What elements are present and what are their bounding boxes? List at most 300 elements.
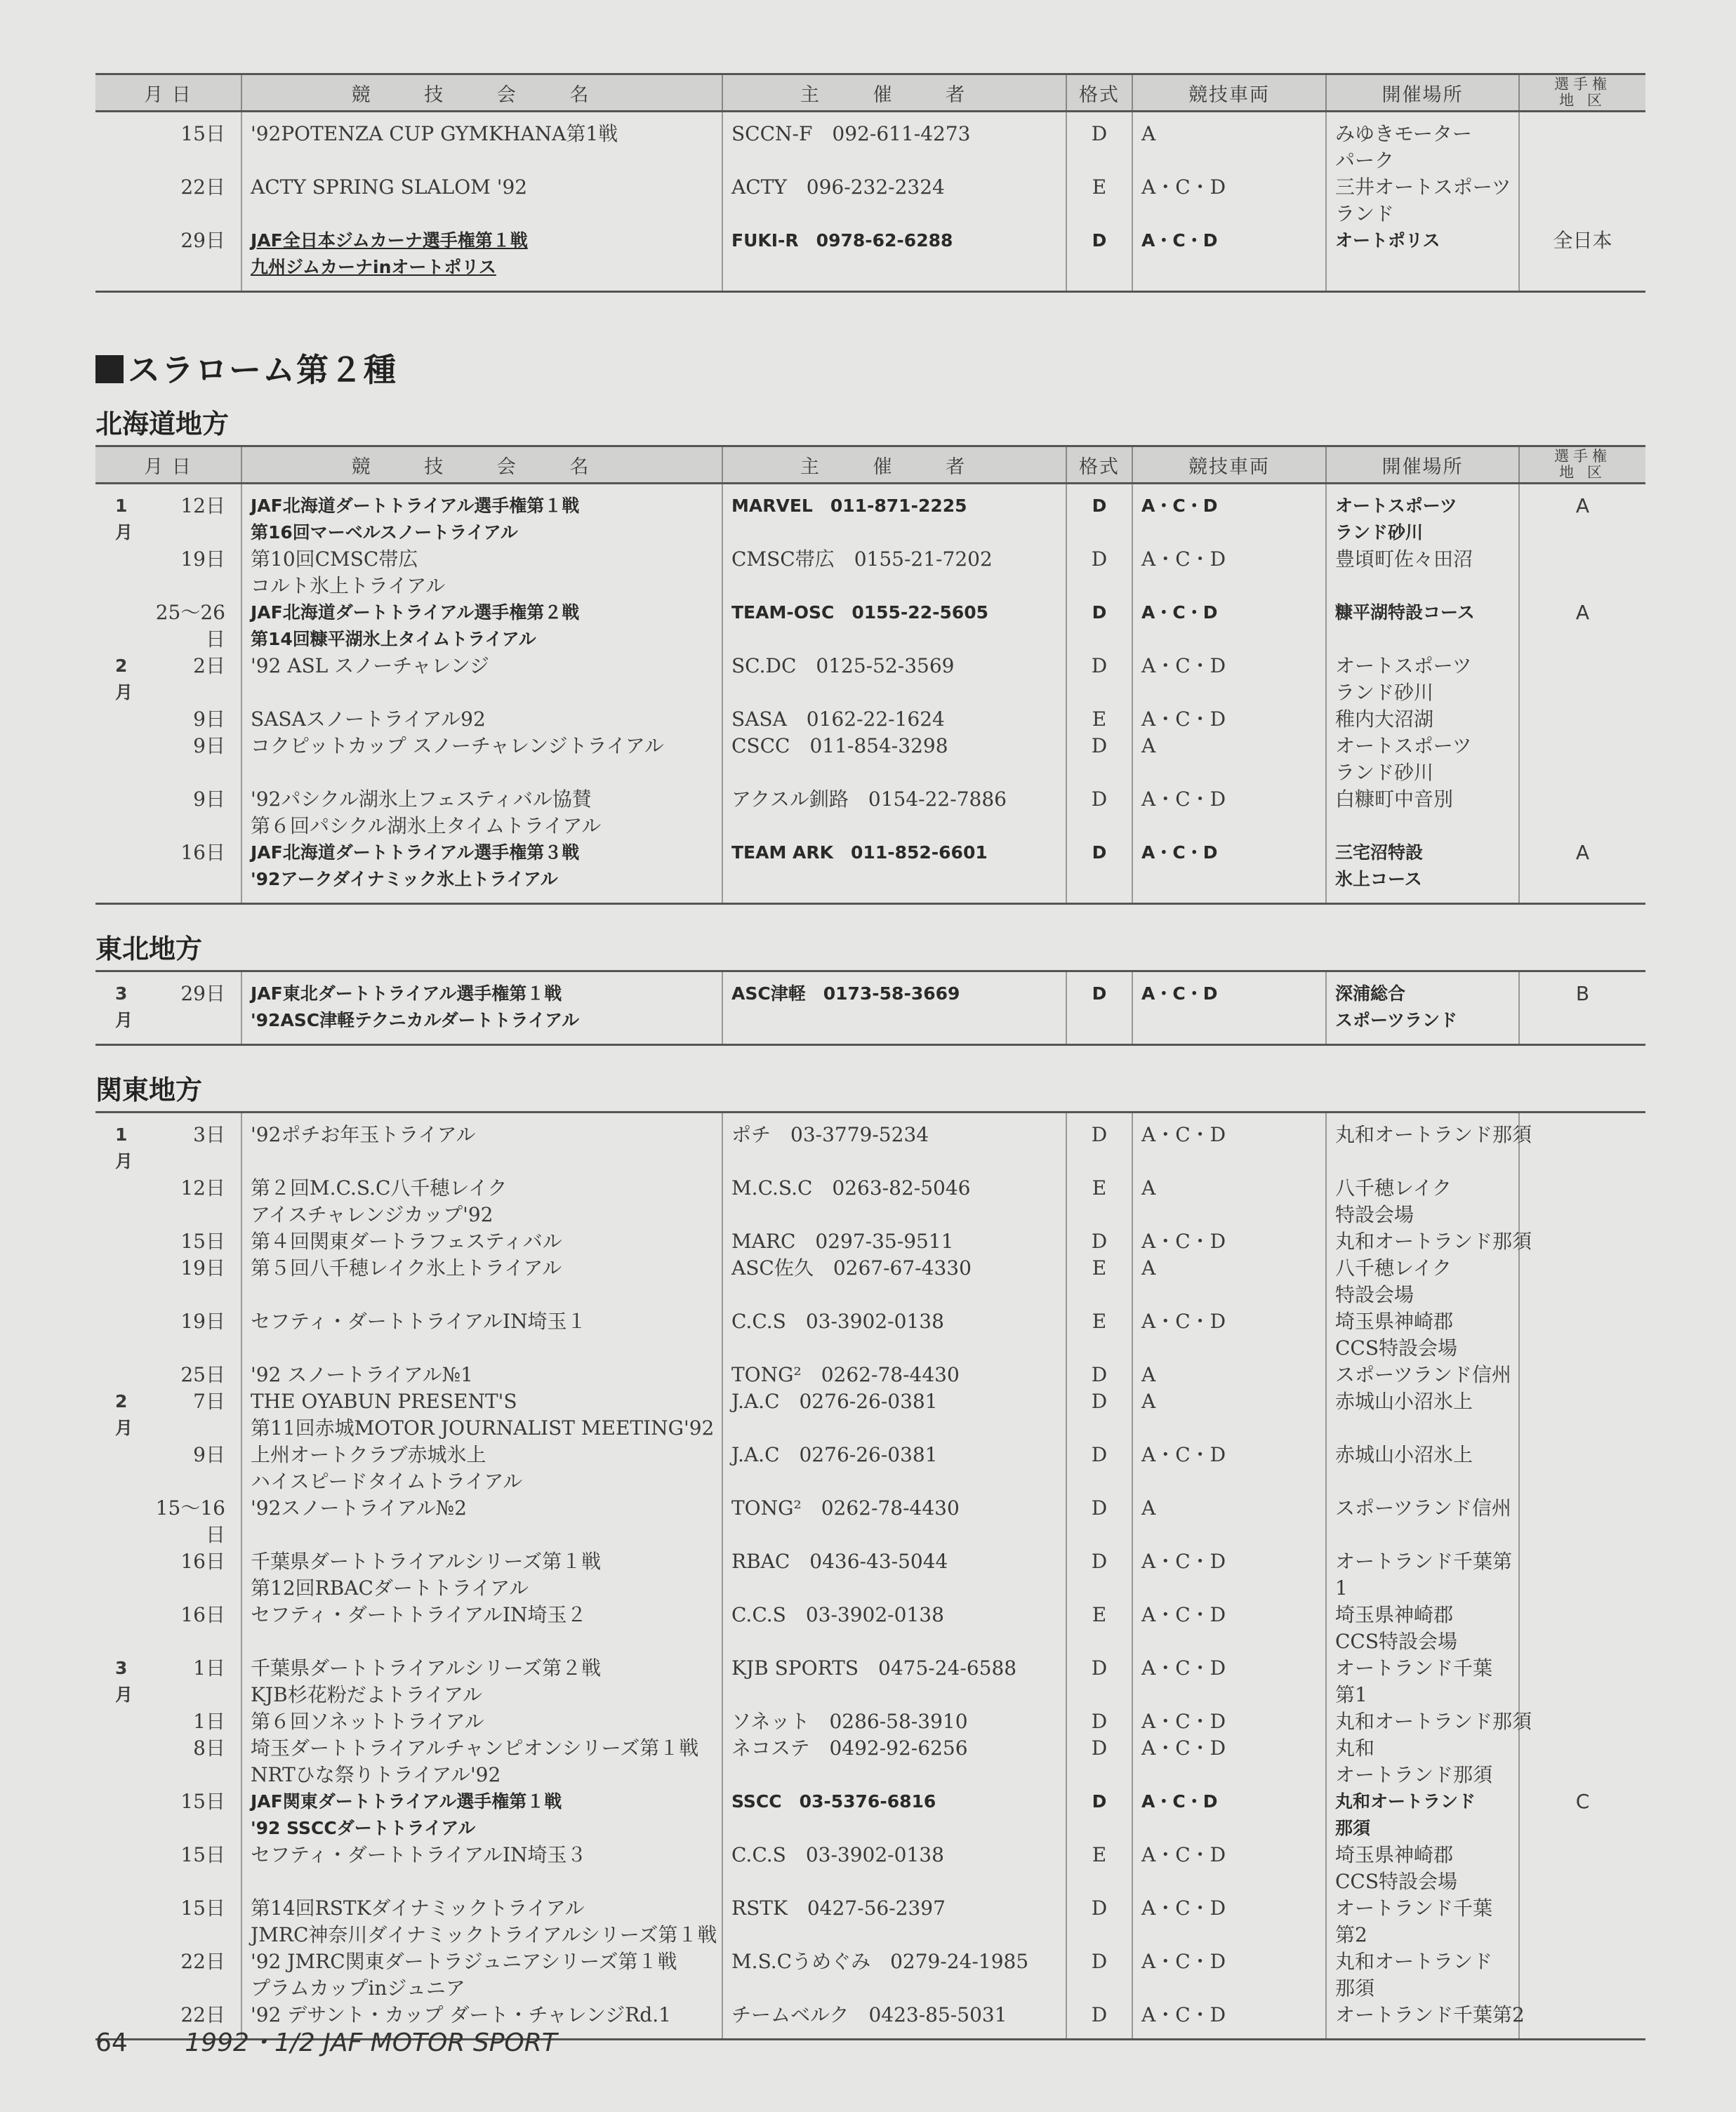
format-cell: D [1066,1495,1132,1548]
venue-cell [1326,971,1519,1045]
venue-cell [1326,1708,1532,1735]
header-region-line2: 地 区 [1559,464,1606,481]
cell-line: スポーツランド信州 [1335,1496,1511,1520]
cars-cell: A・C・D [1132,1735,1326,1788]
tohoku-table [95,970,1645,1046]
organizer-cell: M.C.S.C 0263-82-5046 [722,1175,1066,1228]
region-cell [1519,1655,1645,1708]
cars-cell: A・C・D [1132,653,1326,706]
event-name-cell [241,1308,722,1362]
venue-cell [1326,1842,1519,1895]
cell-line: スポーツランド [1335,1010,1458,1030]
region-cell [1519,733,1645,786]
organizer-cell: RSTK 0427-56-2397 [722,1895,1066,1948]
format-cell: D [1066,2002,1132,2040]
format-cell: D [1066,546,1132,599]
organizer-cell: C.C.S 03-3902-0138 [722,1308,1066,1362]
square-bullet-icon [95,355,124,383]
day-cell: 15日 [180,1790,225,1813]
cell-line: ランド砂川 [1335,522,1424,543]
venue-cell [1326,1175,1519,1228]
venue-cell [1326,1113,1532,1176]
organizer-cell: C.C.S 03-3902-0138 [722,1842,1066,1895]
table-row [95,1442,1645,1495]
day-cell: 7日 [193,1390,225,1413]
region-cell [1519,174,1645,227]
cars-cell: A・C・D [1132,599,1326,653]
region-cell [1519,1602,1645,1655]
day-cell: 9日 [193,708,225,731]
organizer-cell: MARVEL 011-871-2225 [722,484,1066,547]
header-format: 格式 [1066,74,1132,112]
cell-line: 氷上コース [1335,869,1422,889]
venue-cell [1326,112,1519,175]
format-cell: D [1066,1948,1132,2002]
event-name-cell [241,1255,722,1308]
month-cell: 3月 [115,1658,133,1705]
cell-line: 第11回赤城MOTOR JOURNALIST MEETING'92 [251,1416,715,1440]
format-cell: D [1066,786,1132,839]
region-cell [1519,1388,1645,1442]
cars-cell: A・C・D [1132,2002,1326,2040]
cell-line: 丸和オートランド那須 [1335,1710,1532,1733]
top-schedule-table [95,73,1645,293]
cell-line: JAF全日本ジムカーナ選手権第１戦 [251,230,528,251]
cell-line: CCS特設会場 [1335,1336,1458,1360]
format-cell: D [1066,653,1132,706]
table-row [95,227,1645,292]
organizer-cell: TONG² 0262-78-4430 [722,1362,1066,1388]
venue-cell [1326,706,1519,733]
format-cell: D [1066,971,1132,1045]
cell-line: SASAスノートライアル92 [251,708,486,731]
cell-line: '92 JMRC関東ダートラジュニアシリーズ第１戦 [251,1950,677,1973]
month-cell [95,1948,143,2002]
table-row [95,112,1645,175]
header-region-line1: 選手権 [1554,448,1611,465]
cell-line: CCS特設会場 [1335,1630,1458,1653]
table-row [95,1228,1645,1255]
month-cell: 2月 [115,1391,133,1438]
cell-line: 第14回RSTKダイナミックトライアル [251,1897,585,1920]
event-name-cell [241,733,722,786]
cell-line: オートスポーツ [1335,734,1472,757]
cell-line: JMRC神奈川ダイナミックトライアルシリーズ第１戦 [251,1923,717,1946]
event-name-cell [241,1175,722,1228]
cell-line: ランド砂川 [1335,761,1434,784]
cell-line: NRTひな祭りトライアル'92 [251,1763,501,1786]
cell-line: 那須 [1335,1818,1371,1838]
day-cell: 1日 [193,1710,225,1733]
day-cell: 8日 [193,1736,225,1760]
cars-cell: A・C・D [1132,1895,1326,1948]
cell-line: オートランド千葉 [1335,1656,1493,1680]
tohoku-table-body [95,971,1645,1045]
month-cell [95,1602,143,1655]
cell-line: オートランド千葉第 [1335,1550,1513,1573]
table-row [95,971,1645,1045]
venue-cell [1326,546,1519,599]
cell-line: みゆきモーター [1335,122,1472,145]
day-cell: 29日 [180,982,225,1005]
format-cell: D [1066,1388,1132,1442]
day-cell: 9日 [193,788,225,811]
kanto-table [95,1111,1645,2040]
cell-line: セフティ・ダートトライアルIN埼玉１ [251,1310,587,1333]
format-cell: D [1066,839,1132,904]
cars-cell: A [1132,1255,1326,1308]
table-row [95,1602,1645,1655]
format-cell: D [1066,1548,1132,1602]
day-cell: 3日 [193,1123,225,1146]
format-cell: D [1066,733,1132,786]
format-cell: E [1066,1308,1132,1362]
cell-line: 第５回八千穂レイク氷上トライアル [251,1256,562,1280]
cell-line: JAF関東ダートトライアル選手権第１戦 [251,1791,562,1812]
cell-line: 赤城山小沼氷上 [1335,1390,1473,1413]
cell-line: ハイスピードタイムトライアル [251,1470,523,1493]
day-cell: 15～16日 [155,1496,225,1546]
cars-cell: A [1132,1495,1326,1548]
region-cell [1519,2002,1645,2040]
cell-line: 三井オートスポーツ [1335,175,1511,199]
cars-cell: A・C・D [1132,1228,1326,1255]
cars-cell: A [1132,733,1326,786]
event-name-cell [241,112,722,175]
month-cell [95,1255,143,1308]
header-organizer: 主 催 者 [722,446,1066,484]
format-cell: D [1066,1708,1132,1735]
cell-line: KJB杉花粉だよトライアル [251,1683,482,1706]
table-row [95,1113,1645,1176]
day-cell: 16日 [180,1603,225,1626]
cell-line: JAF北海道ダートトライアル選手権第１戦 [251,496,580,516]
format-cell: E [1066,1602,1132,1655]
day-cell: 15日 [180,122,225,145]
event-name-cell [241,1948,722,2002]
venue-cell [1326,1228,1532,1255]
month-cell [95,1735,143,1788]
venue-cell [1326,1788,1519,1842]
day-cell: 15日 [180,1843,225,1866]
cell-line: 赤城山小沼氷上 [1335,1443,1473,1466]
event-name-cell [241,484,722,547]
cars-cell: A・C・D [1132,1548,1326,1602]
cars-cell: A・C・D [1132,786,1326,839]
venue-cell [1326,2002,1525,2040]
region-cell: A [1519,599,1645,653]
day-cell: 15日 [180,1230,225,1253]
event-name-cell [241,1735,722,1788]
venue-cell [1326,1388,1519,1442]
cell-line: 丸和オートランド那須 [1335,1230,1532,1253]
table-row [95,484,1645,547]
cars-cell: A・C・D [1132,1708,1326,1735]
table-row [95,1948,1645,2002]
cars-cell: A・C・D [1132,1948,1326,2002]
month-cell [95,227,143,292]
day-cell: 29日 [180,229,225,252]
cell-line: 丸和 [1335,1736,1375,1760]
event-name-cell [241,1228,722,1255]
region-cell [1519,1362,1645,1388]
format-cell: D [1066,484,1132,547]
page-footer [95,2023,557,2059]
day-cell: 19日 [180,547,225,571]
format-cell: D [1066,1788,1132,1842]
header-organizer: 主 催 者 [722,74,1066,112]
header-venue: 開催場所 [1326,446,1519,484]
organizer-cell: M.S.Cうめぐみ 0279-24-1985 [722,1948,1066,2002]
venue-cell [1326,599,1519,653]
event-name-cell [241,599,722,653]
cell-line: 1 [1335,1576,1348,1600]
format-cell: E [1066,1842,1132,1895]
cell-line: オートスポーツ [1335,496,1457,516]
venue-cell [1326,1362,1519,1388]
table-row [95,706,1645,733]
cell-line: 特設会場 [1335,1283,1414,1306]
cell-line: '92POTENZA CUP GYMKHANA第1戦 [251,122,618,145]
format-cell: D [1066,1228,1132,1255]
header-name: 競 技 会 名 [241,74,722,112]
cell-line: THE OYABUN PRESENT'S [251,1390,517,1413]
month-cell [95,1362,143,1388]
cell-line: ACTY SPRING SLALOM '92 [251,175,528,199]
month-cell [95,599,143,653]
cell-line: 千葉県ダートトライアルシリーズ第１戦 [251,1550,602,1573]
region-cell [1519,1308,1645,1362]
format-cell: D [1066,1895,1132,1948]
day-cell: 25日 [180,1363,225,1386]
organizer-cell: SSCC 03-5376-6816 [722,1788,1066,1842]
organizer-cell: CMSC帯広 0155-21-7202 [722,546,1066,599]
format-cell: D [1066,1655,1132,1708]
format-cell: D [1066,1362,1132,1388]
cars-cell: A [1132,112,1326,175]
section-title [95,345,1645,391]
event-name-cell [241,174,722,227]
organizer-cell: FUKI-R 0978-62-6288 [722,227,1066,292]
cell-line: アイスチャレンジカップ'92 [251,1203,493,1226]
venue-cell [1326,227,1519,292]
organizer-cell: RBAC 0436-43-5044 [722,1548,1066,1602]
month-cell [95,1842,143,1895]
cars-cell: A・C・D [1132,1655,1326,1708]
region-cell: B [1519,971,1645,1045]
organizer-cell: SASA 0162-22-1624 [722,706,1066,733]
day-cell: 9日 [193,734,225,757]
format-cell: D [1066,1442,1132,1495]
cell-line: '92 SSCCダートトライアル [251,1818,476,1838]
region-cell [1519,1113,1645,1176]
event-name-cell [241,971,722,1045]
cell-line: 八千穂レイク [1335,1176,1452,1200]
venue-cell [1326,786,1519,839]
venue-cell [1326,484,1519,547]
cars-cell: A・C・D [1132,706,1326,733]
cars-cell: A・C・D [1132,484,1326,547]
top-table-body [95,112,1645,292]
magazine-title: 1992・1/2 JAF MOTOR SPORT [185,2028,557,2057]
day-cell: 16日 [180,841,225,864]
kanto-table-body [95,1113,1645,2040]
cell-line: '92 スノートライアル№1 [251,1363,473,1386]
month-cell [95,839,143,904]
cars-cell: A・C・D [1132,1602,1326,1655]
organizer-cell: SCCN-F 092-611-4273 [722,112,1066,175]
event-name-cell [241,839,722,904]
region-cell [1519,1548,1645,1602]
event-name-cell [241,1113,722,1176]
day-cell: 12日 [180,494,225,517]
region-cell: C [1519,1788,1645,1842]
venue-cell [1326,174,1519,227]
organizer-cell: ASC津軽 0173-58-3669 [722,971,1066,1045]
region-cell [1519,706,1645,733]
table-row [95,1708,1645,1735]
organizer-cell: MARC 0297-35-9511 [722,1228,1066,1255]
organizer-cell: ポチ 03-3779-5234 [722,1113,1066,1176]
cell-line: 埼玉県神崎郡 [1335,1843,1454,1866]
cell-line: オートスポーツ [1335,654,1472,677]
cars-cell: A・C・D [1132,1442,1326,1495]
table-row [95,1735,1645,1788]
organizer-cell: CSCC 011-854-3298 [722,733,1066,786]
region-cell [1519,1842,1645,1895]
day-cell: 1日 [193,1656,225,1680]
region-cell [1519,546,1645,599]
format-cell: D [1066,112,1132,175]
cell-line: 第６回ソネットトライアル [251,1710,484,1733]
hokkaido-table-body [95,484,1645,904]
region-title-tohoku: 東北地方 [95,934,203,964]
event-name-cell [241,1708,722,1735]
cell-line: 第1 [1335,1683,1367,1706]
table-row [95,733,1645,786]
event-name-cell [241,1388,722,1442]
table-row [95,1175,1645,1228]
day-cell: 12日 [180,1176,225,1200]
table-row [95,1362,1645,1388]
day-cell: 22日 [180,2003,225,2026]
month-cell [95,112,143,175]
cell-line: 第４回関東ダートラフェスティバル [251,1230,562,1253]
organizer-cell: ACTY 096-232-2324 [722,174,1066,227]
table-row [95,1548,1645,1602]
cell-line: 第2 [1335,1923,1367,1946]
cell-line: 上州オートクラブ赤城氷上 [251,1443,486,1466]
organizer-cell: TONG² 0262-78-4430 [722,1495,1066,1548]
month-cell [95,1708,143,1735]
cell-line: 白糠町中音別 [1335,788,1454,811]
cell-line: オートランド千葉 [1335,1897,1493,1920]
schedule-page [95,73,1645,2040]
cars-cell: A・C・D [1132,839,1326,904]
event-name-cell [241,1362,722,1388]
cars-cell: A・C・D [1132,227,1326,292]
hokkaido-table [95,445,1645,905]
month-cell [95,546,143,599]
month-cell [95,1308,143,1362]
month-cell: 2月 [115,656,133,703]
format-cell: D [1066,599,1132,653]
cars-cell: A・C・D [1132,174,1326,227]
cell-line: 埼玉ダートトライアルチャンピオンシリーズ第１戦 [251,1736,699,1760]
event-name-cell [241,1895,722,1948]
cell-line: オートランド千葉第2 [1335,2003,1525,2026]
venue-cell [1326,1948,1519,2002]
organizer-cell: ネコステ 0492-92-6256 [722,1735,1066,1788]
header-venue: 開催場所 [1326,74,1519,112]
venue-cell [1326,1308,1519,1362]
table-row [95,1842,1645,1895]
table-row [95,653,1645,706]
format-cell: D [1066,1735,1132,1788]
table-row [95,1388,1645,1442]
month-cell [95,706,143,733]
header-region-line2: 地 区 [1559,92,1606,109]
organizer-cell: チームベルク 0423-85-5031 [722,2002,1066,2040]
cell-line: CCS特設会場 [1335,1870,1458,1893]
event-name-cell [241,227,722,292]
cell-line: ランド [1335,202,1395,225]
table-header [95,446,1645,484]
cars-cell: A [1132,1362,1326,1388]
region-title-hokkaido: 北海道地方 [95,409,230,439]
format-cell: E [1066,174,1132,227]
cell-line: 八千穂レイク [1335,1256,1452,1280]
section-title-text: スラローム第２種 [128,351,397,389]
organizer-cell: TEAM ARK 011-852-6601 [722,839,1066,904]
cell-line: オートランド那須 [1335,1763,1493,1786]
region-cell [1519,1228,1645,1255]
format-cell: D [1066,227,1132,292]
day-cell: 25～26日 [155,601,225,651]
month-cell [95,1175,143,1228]
venue-cell [1326,653,1519,706]
cars-cell: A・C・D [1132,971,1326,1045]
day-cell: 15日 [180,1897,225,1920]
cars-cell: A・C・D [1132,1308,1326,1362]
event-name-cell [241,1655,722,1708]
header-region [1519,446,1645,484]
cell-line: JAF北海道ダートトライアル選手権第２戦 [251,602,580,623]
month-cell [95,1788,143,1842]
cell-line: スポーツランド信州 [1335,1363,1511,1386]
cell-line: 糠平湖特設コース [1335,602,1475,623]
event-name-cell [241,1495,722,1548]
cell-line: '92 デサント・カップ ダート・チャレンジRd.1 [251,2003,671,2026]
month-cell [95,1548,143,1602]
header-format: 格式 [1066,446,1132,484]
cell-line: オートポリス [1335,230,1440,251]
header-date: 月 日 [95,446,241,484]
month-cell: 1月 [115,1124,133,1171]
organizer-cell: J.A.C 0276-26-0381 [722,1442,1066,1495]
organizer-cell: J.A.C 0276-26-0381 [722,1388,1066,1442]
cars-cell: A [1132,1175,1326,1228]
table-row [95,1895,1645,1948]
venue-cell [1326,1255,1519,1308]
cars-cell: A・C・D [1132,1113,1326,1176]
organizer-cell: KJB SPORTS 0475-24-6588 [722,1655,1066,1708]
region-cell [1519,1442,1645,1495]
cell-line: 埼玉県神崎郡 [1335,1603,1454,1626]
cell-line: '92パシクル湖氷上フェスティバル協賛 [251,788,592,811]
cell-line: 丸和オートランド [1335,1950,1493,1973]
cell-line: セフティ・ダートトライアルIN埼玉２ [251,1603,587,1626]
